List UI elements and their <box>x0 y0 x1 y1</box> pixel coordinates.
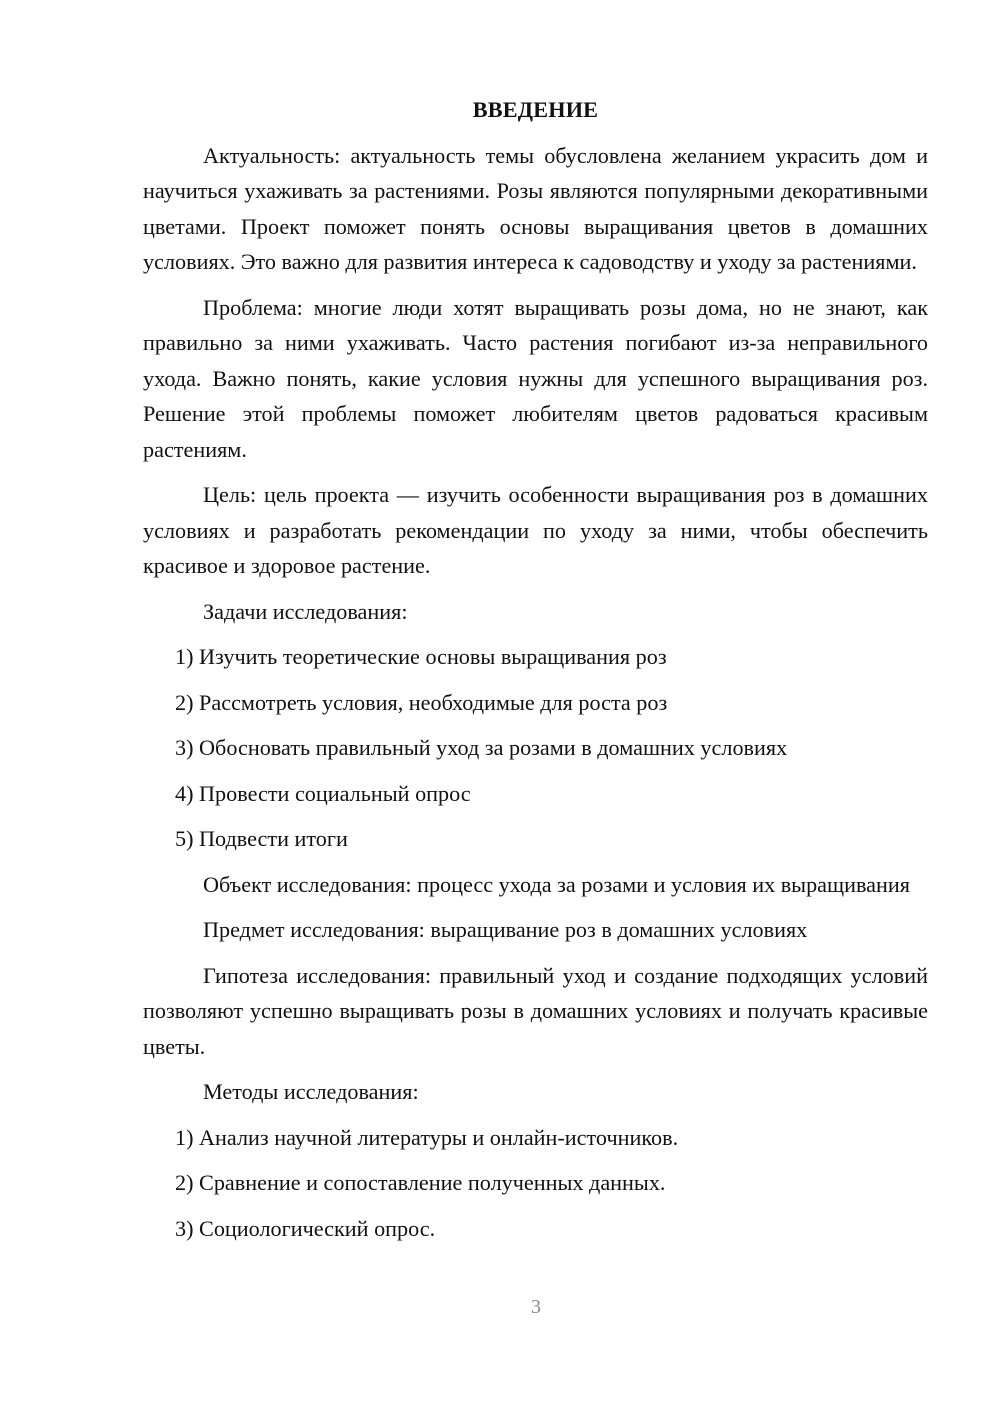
list-item: 1) Анализ научной литературы и онлайн-источников. <box>175 1124 679 1150</box>
list-item: 2) Сравнение и сопоставление полученных данных. <box>175 1170 666 1195</box>
tasks-list <box>143 639 928 857</box>
list-item: 5) Подвести итоги <box>175 826 348 851</box>
list-item: 3) Социологический опрос. <box>175 1215 436 1241</box>
problem-paragraph: Проблема: многие люди хотят выращивать розы дома, но не знают, как правильно за ними ухаживать. Часто растения погибают из-за неправильного ухода. Важно понять, какие условия нужны для успешного выращивания роз. Решение этой проблемы поможет любителям цветов радоваться красивым растениям. <box>143 294 928 462</box>
tasks-heading: Задачи исследования: <box>203 598 408 624</box>
list-item: 2) Рассмотреть условия, необходимые для роста роз <box>175 689 668 715</box>
hypothesis-paragraph: Гипотеза исследования: правильный уход и создание подходящих условий позволяют успешно выращивать розы в домашних условиях и получать красивые цветы. <box>143 962 928 1059</box>
object-paragraph: Объект исследования: процесс ухода за розами и условия их выращивания <box>203 871 910 897</box>
methods-list <box>143 1120 928 1247</box>
methods-heading: Методы исследования: <box>203 1079 419 1104</box>
list-item: 4) Провести социальный опрос <box>175 780 471 806</box>
page-title: ВВЕДЕНИЕ <box>472 97 599 122</box>
list-item: 3) Обосновать правильный уход за розами в домашних условиях <box>175 735 788 760</box>
goal-paragraph: Цель: цель проекта — изучить особенности выращивания роз в домашних условиях и разработать рекомендации по уходу за ними, чтобы обеспечить красивое и здоровое растение. <box>143 482 928 578</box>
document-page <box>143 92 928 1256</box>
page-number: 3 <box>531 1296 541 1318</box>
relevance-paragraph: Актуальность: актуальность темы обусловлена желанием украсить дом и научиться ухаживать за растениями. Розы являются популярными декоративными цветами. Проект поможет понять основы выращивания цветов в домашних условиях. Это важно для развития интереса к садоводству и уходу за растениями. <box>143 142 928 274</box>
list-item: 1) Изучить теоретические основы выращивания роз <box>175 644 667 669</box>
subject-paragraph: Предмет исследования: выращивание роз в домашних условиях <box>203 917 808 942</box>
